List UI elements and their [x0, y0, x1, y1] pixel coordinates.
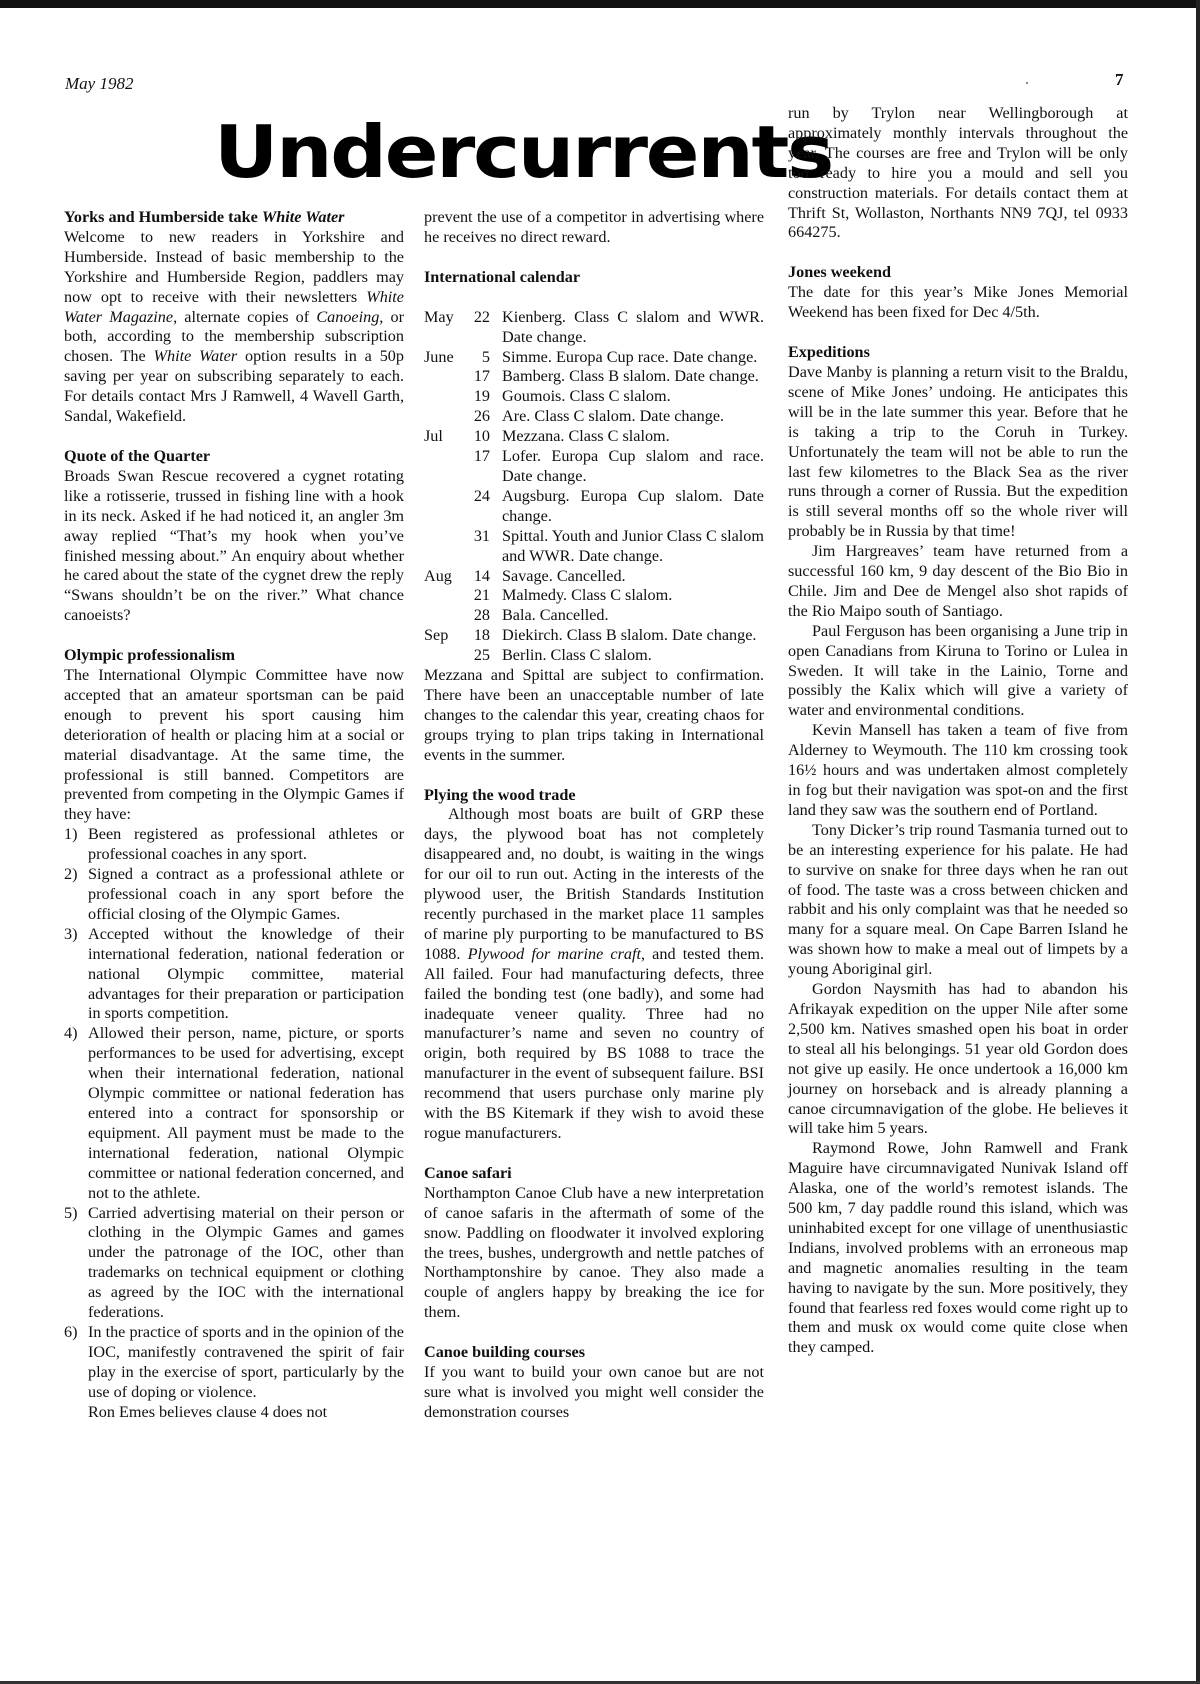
page-top-border	[0, 0, 1200, 8]
yorks-em-1: White Water Magazine	[64, 287, 404, 326]
calendar-gap	[424, 288, 764, 308]
yorks-em-3: White Water	[153, 347, 238, 366]
calendar-month	[424, 367, 468, 387]
list-text: Been registered as professional athletes or professional coaches in any sport.	[88, 825, 404, 864]
list-item	[64, 1024, 404, 1203]
olympic-list	[64, 825, 404, 1402]
expeditions-paragraph-6: Gordon Naysmith has had to abandon his Afrikayak expedition on the upper Nile after some 2,500 km. Natives smashed open his boat in order to steal all his belongings. 51 year old Gordon does not give up easily. He once undertook a 16,000 km journey on horseback and is already planning a canoe circumnavigation of the globe. He believes it will take him 5 years.	[788, 980, 1128, 1138]
plying-em: Plywood for marine craft	[467, 944, 641, 963]
list-text: Accepted without the knowledge of their international federation, national federation or national Olympic committee, material advantages for their preparation or participation in sports competition.	[88, 924, 404, 1023]
jones-paragraph: The date for this year’s Mike Jones Memorial Weekend has been fixed for Dec 4/5th.	[788, 283, 1128, 322]
calendar-list	[424, 308, 764, 666]
calendar-event: Malmedy. Class C slalom.	[502, 586, 673, 605]
yorks-text-b: , alternate copies of	[173, 307, 317, 326]
calendar-month: June	[424, 347, 454, 366]
calendar-row	[424, 308, 764, 348]
calendar-day: 5	[481, 347, 490, 366]
calendar-month: Jul	[424, 427, 443, 446]
calendar-event: Goumois. Class C slalom.	[502, 387, 671, 406]
calendar-month	[424, 487, 468, 527]
calendar-row	[424, 567, 764, 587]
calendar-day: 14	[473, 566, 490, 585]
calendar-heading: International calendar	[424, 267, 581, 286]
issue-date: May 1982	[65, 74, 134, 93]
calendar-day: 18	[473, 626, 490, 645]
calendar-row	[424, 646, 764, 666]
jones-heading: Jones weekend	[788, 263, 891, 282]
expeditions-heading: Expeditions	[788, 343, 870, 362]
column-2	[424, 208, 764, 1423]
building-paragraph: If you want to build your own canoe but are not sure what is involved you might well consider the demonstration courses	[424, 1363, 764, 1421]
page-number: 7	[1115, 70, 1124, 89]
print-speck	[1026, 82, 1028, 84]
yorks-em-2: Canoeing	[316, 307, 380, 326]
calendar-day: 17	[473, 447, 490, 466]
calendar-month: May	[424, 307, 454, 326]
list-text: In the practice of sports and in the opinion of the IOC, manifestly contravened the spirit of fair play in the exercise of sport, particularly by the use of doping or violence.	[88, 1322, 404, 1401]
calendar-month	[424, 646, 468, 666]
list-number: 1)	[64, 825, 78, 844]
calendar-event: Kienberg. Class C slalom and WWR. Date change.	[502, 307, 764, 346]
calendar-event: Mezzana. Class C slalom.	[502, 427, 670, 446]
list-text: Allowed their person, name, picture, or sports performances to be used for advertising, except when their international federation, national Olympic committee or national federation has entered into a contract for sponsorship or equipment. All payment must be made to the international federation, national Olympic committee or national federation concerned, and not to the athlete.	[88, 1024, 404, 1202]
calendar-day: 26	[473, 407, 490, 426]
list-number: 2)	[64, 865, 78, 884]
expeditions-paragraph-3: Paul Ferguson has been organising a June trip in open Canadians from Kiruna to Torino or Lulea in Sweden. It will take in the Lainio, Torne and possibly the Kalix which will give a variety of water and environmental conditions.	[788, 621, 1128, 720]
list-item	[64, 925, 404, 1025]
plying-heading: Plying the wood trade	[424, 785, 576, 804]
calendar-month	[424, 606, 468, 626]
calendar-month	[424, 387, 468, 407]
list-item	[64, 865, 404, 925]
calendar-event: Savage. Cancelled.	[502, 566, 626, 585]
calendar-month	[424, 586, 468, 606]
list-text: Signed a contract as a professional athlete or professional coach in any sport before the official closing of the Olympic Games.	[88, 865, 404, 923]
calendar-month: Aug	[424, 566, 452, 585]
list-item	[64, 825, 404, 865]
plying-text-b: , and tested them. All failed. Four had manufacturing defects, three failed the bonding test (one badly), and some had inadequate veneer quality. Three had no manufacturer’s name and seven no country of origin, both required by BS 1088 to trace the manufacturer in the event of subsequent failure. BSI recommend that users purchase only marine ply with the BS Kitemark if they wish to avoid these rogue manufacturers.	[424, 944, 765, 1142]
calendar-event: Spittal. Youth and Junior Class C slalom and WWR. Date change.	[502, 526, 764, 565]
yorks-heading-em: White Water	[261, 208, 345, 226]
plying-paragraph	[424, 805, 764, 1143]
safari-heading: Canoe safari	[424, 1163, 512, 1182]
calendar-day: 17	[473, 367, 490, 386]
calendar-event: Berlin. Class C slalom.	[502, 646, 652, 665]
olympic-tail: Ron Emes believes clause 4 does not	[88, 1402, 328, 1421]
calendar-day: 24	[473, 486, 490, 505]
calendar-day: 22	[473, 307, 490, 326]
list-item	[64, 1323, 404, 1403]
list-number: 5)	[64, 1203, 78, 1222]
column-1	[64, 208, 404, 1422]
list-number: 6)	[64, 1322, 78, 1341]
quote-paragraph: Broads Swan Rescue recovered a cygnet rotating like a rotisserie, trussed in fishing line with a hook in its neck. Asked if he had noticed it, an angler 3m away replied “That’s my hook when you’ve finished messing about.” An enquiry about whether he cared about the state of the cygnet drew the reply “Swans shouldn’t be on the river.” What chance canoeists?	[64, 466, 404, 625]
plying-text-a: Although most boats are built of GRP these days, the plywood boat has not completely disappeared and, no doubt, is waiting in the wings for our oil to run out. Acting in the interests of the plywood user, the British Standards Institution recently purchased in the market place 11 samples of marine ply purporting to be manufactured to BS 1088.	[424, 805, 764, 963]
expeditions-paragraph-7: Raymond Rowe, John Ramwell and Frank Maguire have circumnavigated Nunivak Island off Alaska, one of the world’s remotest islands. The 500 km, 7 day paddle round this island, which was uninhabited except for one village of unenthusiastic Indians, involved problems with an erroneous map and magnetic anomalies resulting in the team having to navigate by the sun. More positively, they found that fearless red foxes would come right up to them and musk ox would come quite close when they camped.	[788, 1139, 1128, 1357]
olympic-paragraph: The International Olympic Committee have now accepted that an amateur sportsman can be paid enough to prevent his sport causing him deterioration of health or placing him at a social or material disadvantage. At the same time, the professional is still banned. Competitors are prevented from competing in the Olympic Games if they have:	[64, 666, 404, 824]
calendar-day: 19	[473, 387, 490, 406]
list-item	[64, 1204, 404, 1323]
building-continued: run by Trylon near Wellingborough at approximately monthly intervals throughout the year. The courses are free and Trylon will be only too ready to hire you a mould and sell you construction materials. For details contact them at Thrift St, Wollaston, Northants NN9 7QJ, tel 0933 664275.	[788, 104, 1128, 242]
yorks-text-a: Welcome to new readers in Yorkshire and Humberside. Instead of basic membership to the Yorkshire and Humberside Region, paddlers may now opt to receive with their newsletters	[64, 227, 404, 306]
building-heading: Canoe building courses	[424, 1343, 586, 1362]
calendar-event: Are. Class C slalom. Date change.	[502, 407, 725, 426]
masthead-title: Undercurrents	[214, 110, 833, 194]
calendar-event: Simme. Europa Cup race. Date change.	[502, 347, 758, 366]
calendar-event: Bala. Cancelled.	[502, 606, 609, 625]
calendar-row	[424, 387, 764, 407]
list-number: 4)	[64, 1024, 78, 1043]
calendar-event: Bamberg. Class B slalom. Date change.	[502, 367, 759, 386]
calendar-row	[424, 586, 764, 606]
list-number: 3)	[64, 924, 78, 943]
page-right-border	[1196, 0, 1200, 1684]
calendar-row	[424, 407, 764, 427]
expeditions-paragraph-4: Kevin Mansell has taken a team of five from Alderney to Weymouth. The 110 km crossing took 16½ hours and was undertaken almost completely in fog but their navigation was spot-on and the first land they saw was the southern end of Portland.	[788, 721, 1128, 819]
expeditions-paragraph-2: Jim Hargreaves’ team have returned from a successful 160 km, 9 day descent of the Bio Bio in Chile. Jim and Dee de Mengel also shot rapids of the Rio Maipo south of Santiago.	[788, 542, 1128, 620]
calendar-note: Mezzana and Spittal are subject to confirmation. There have been an unacceptable number of late changes to the calendar this year, creating chaos for groups trying to plan trips taking in International events in the summer.	[424, 666, 764, 764]
calendar-row	[424, 527, 764, 567]
calendar-day: 25	[473, 646, 490, 665]
calendar-day: 10	[473, 427, 490, 446]
yorks-paragraph	[64, 228, 404, 427]
calendar-day: 31	[473, 526, 490, 545]
calendar-event: Lofer. Europa Cup slalom and race. Date change.	[502, 447, 764, 485]
calendar-row	[424, 626, 764, 646]
quote-heading: Quote of the Quarter	[64, 446, 211, 465]
calendar-row	[424, 427, 764, 447]
safari-paragraph: Northampton Canoe Club have a new interpretation of canoe safaris in the aftermath of some of the snow. Paddling on floodwater it involved exploring the trees, bushes, undergrowth and nettle patches of Northamptonshire by canoe. They also made a couple of anglers happy by breaking the ice for them.	[424, 1183, 764, 1322]
calendar-month	[424, 527, 468, 567]
calendar-row	[424, 447, 764, 487]
column-3	[788, 104, 1128, 1358]
yorks-heading	[64, 208, 404, 228]
calendar-month	[424, 407, 468, 427]
expeditions-paragraph-1: Dave Manby is planning a return visit to the Braldu, scene of Mike Jones’ undoing. He anticipates this will be in the late summer this year. Before that he is taking a trip to the Coruh in Turkey. Unfortunately the team will not be able to run the last few kilometres to the Black Sea as the river runs through a corner of Russia. But the expedition is still several months off so the whole river will probably be in Russia by that time!	[788, 362, 1128, 541]
olympic-continued: prevent the use of a competitor in advertising where he receives no direct reward.	[424, 208, 764, 246]
expeditions-paragraph-5: Tony Dicker’s trip round Tasmania turned out to be an interesting experience for his palate. He had to survive on snake for three days when he ran out of food. The taste was a cross between chicken and rabbit and his only complaint was that he needed so many for a square meal. On Cape Barren Island he was shown how to make a meal out of limpets by a young Aboriginal girl.	[788, 820, 1128, 979]
calendar-event: Augsburg. Europa Cup slalom. Date change.	[502, 486, 764, 525]
calendar-row	[424, 367, 764, 387]
calendar-day: 21	[473, 586, 490, 605]
yorks-text-d: option results in a 50p saving per year on subscribing separately to each. For details contact Mrs J Ramwell, 4 Wavell Garth, Sandal, Wakefield.	[64, 347, 404, 426]
calendar-row	[424, 487, 764, 527]
calendar-day: 28	[473, 606, 490, 625]
calendar-month	[424, 447, 468, 487]
calendar-event: Diekirch. Class B slalom. Date change.	[502, 626, 757, 645]
calendar-month: Sep	[424, 626, 449, 645]
calendar-row	[424, 606, 764, 626]
list-text: Carried advertising material on their person or clothing in the Olympic Games and games under the patronage of the IOC, other than trademarks on technical equipment or clothing as agreed by the IOC with the international federations.	[88, 1203, 404, 1322]
yorks-heading-text: Yorks and Humberside take	[64, 208, 262, 226]
olympic-heading: Olympic professionalism	[64, 646, 236, 665]
yorks-text-c: , or both, according to the membership subscription chosen. The	[64, 307, 404, 366]
calendar-row	[424, 348, 764, 368]
